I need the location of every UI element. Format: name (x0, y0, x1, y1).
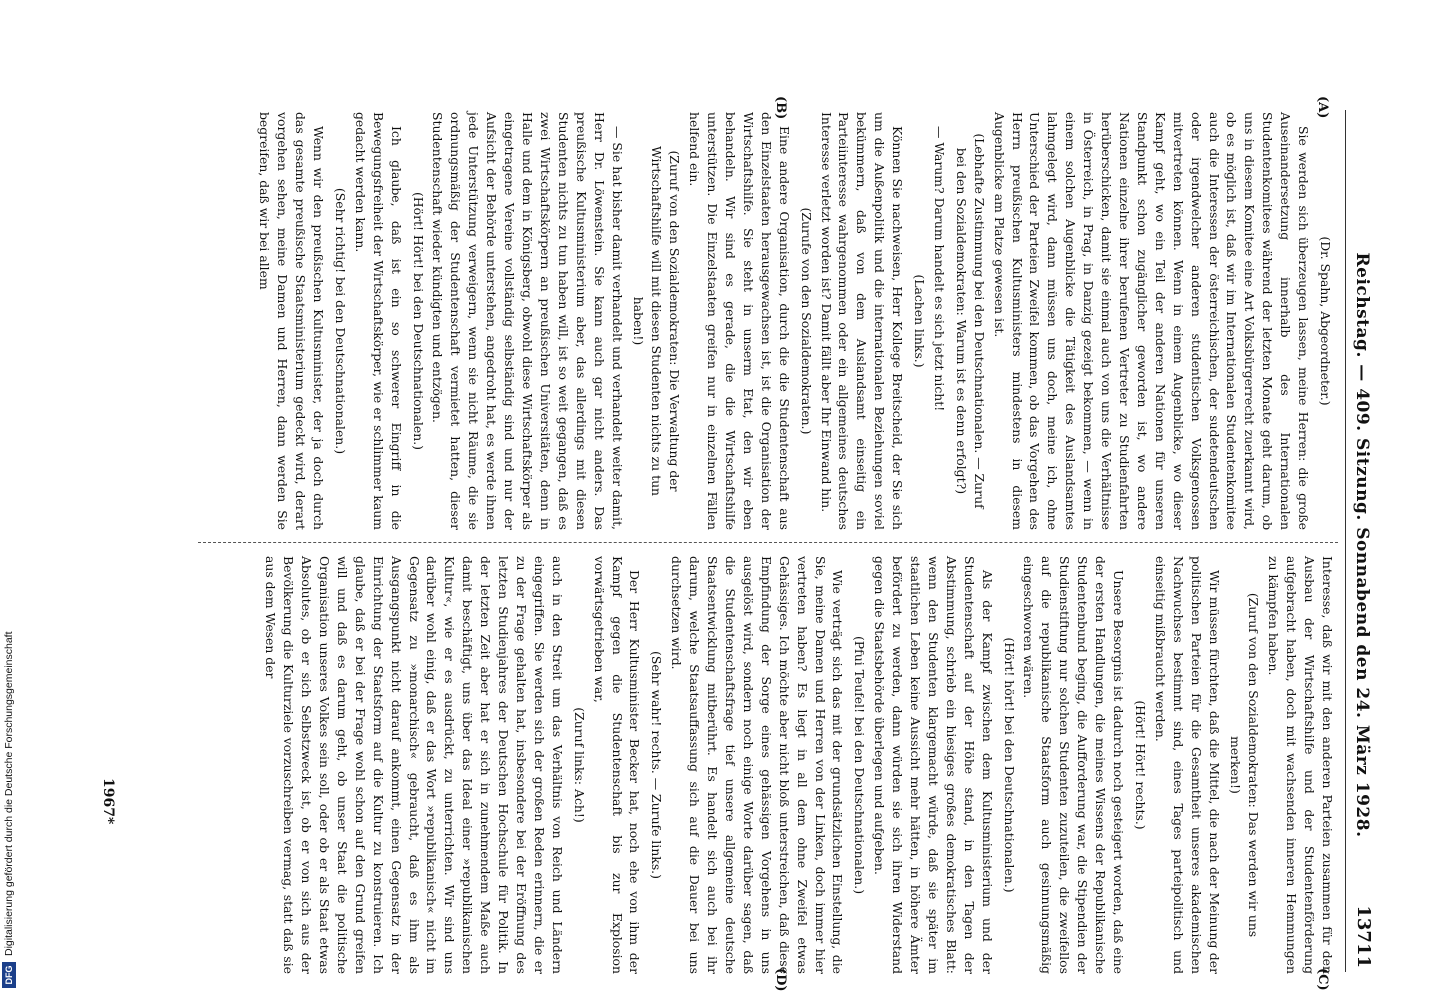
interjection: (Lachen links.) (912, 274, 928, 368)
paragraph: Interesse, daß wir mit den anderen Parteien zusammen für den Ausbau der Wirtschaftshilfe und der Studentenförderung aufgebracht haben, doch mit wachsenden inneren Hemmungen zu kämpfen haben. (1266, 556, 1335, 974)
column-divider (198, 542, 1338, 544)
interjection: (Dr. Spahn, Abgeordneter.) (1318, 236, 1333, 406)
left-column (253, 112, 1336, 530)
header-title: Reichstag. — 409. Sitzung. Sonnabend den 24. März 1928. (1352, 252, 1372, 838)
interjection: (Zuruf von den Sozialdemokraten: Das werden wir uns merken!) (1228, 592, 1262, 938)
paragraph: Können Sie nachweisen, Herr Kollege Breitscheid, der Sie sich um die Außenpolitik und die internationalen Beziehungen soviel bekümmern, daß von dem Auslandsamt einseitig ein Parteiinteresse wahrgenommen oder ein allgemeines deutsches Interesse verletzt worden ist? Damit fällt aber Ihr Einwand hin. (818, 112, 906, 530)
interjection: (Sehr richtig! bei den Deutschnationalen.) (332, 187, 348, 455)
dfg-logo: DFG (2, 962, 16, 988)
paragraph: Ich glaube, daß ist ein so schwerer Eingriff in die Bewegungsfreiheit der Wirtschaftskörper, wie er schlimmer kaum gedacht werden kann. (352, 112, 404, 530)
paragraph: auch in den Streit um das Verhältnis von Reich und Ländern eingegriffen. Sie werden sich der großen Reden erinnern, die er zu der Frage gehalten hat, insbesondere bei der Eröffnung des letzten Studienjahres der Deutschen Hochschule für Politik. In der letzten Zeit aber hat er sich in zunehmendem Maße auch damit beschäftigt, uns über das Ideal einer »republikanischen Kultur«, wie er es ausdrückt, zu unterrichten. Wir sind uns darüber wohl einig, daß er das Wort »republikanisch« nicht im Gegensatz zu »monarchisch« gebraucht, daß es ihm als Ausgangspunkt nicht darauf ankommt, einen Gegensatz in der Einrichtung der Staatsform auf die Kultur zu konstruieren. Ich glaube, daß er bei der Frage wohl schon auf den Grund greifen will und daß es darum geht, ob unser Staat die politische Organisation unseres Volkes sein soll, oder ob er als Staat etwas Absolutes, ob er sich Selbstzweck ist, ob er von sich aus der Bevölkerung die Kulturziele vorzuschreiben vermag, statt daß sie aus dem Wesen der (263, 556, 565, 974)
paragraph: — Sie hat bisher damit verhandelt und verhandelt weiter damit, Herr Dr. Löwenstein. Sie kann auch gar nicht anders. Das preußische Kultusministerium aber, das allerdings mit diesen Studenten nichts zu tun haben will, ist so weit gegangen, daß es zwei Wirtschaftskörpern an preußischen Universitäten, denn in Halle und dem in Königsberg, obwohl diese Wirtschaftskörper als eingetragene Vereine vollständig selbständig sind und nur der Aufsicht der Behörde unterstehen, angedroht hat, es werde ihnen jede Unterstützung verweigern, wenn sie nicht Räume, die sie ordnungsmäßig der Studentenschaft vermietet hatten, dieser Studentenschaft wieder kündigten und entzögen. (430, 112, 625, 530)
interjection: (Hört! Hört! rechts.) (1132, 700, 1148, 830)
side-credit (0, 0, 20, 1000)
header-rule (1345, 110, 1346, 972)
paragraph: — Warum? Darum handelt es sich jetzt nicht! (931, 126, 947, 412)
interjection: (Zuruf links: Ach!) (571, 707, 587, 823)
margin-mark-b: (B) (773, 96, 788, 120)
paragraph: Unsere Besorgnis ist dadurch noch gesteigert worden, daß eine der ersten Handlungen, die meines Wissens der Republikanische Studentenbund beging, die Aufforderung war, die Stipendien der Studienstiftung nur solchen Studenten zuzuteilen, die zweifellos auf die republikanische Staatsform auch gesinnungsmäßig eingeschworen wären. (1021, 556, 1127, 974)
interjection: (Lebhafte Zustimmung bei den Deutschnationalen. — Zuruf bei den Sozialdemokraten: Warum ist es denn erfolgt?) (953, 133, 987, 509)
page-header (1346, 110, 1376, 980)
paragraph: Als der Kampf zwischen dem Kultusministerium und der Studentenschaft auf der Höhe stand, in den Tagen der Abstimmung, schrieb ein hiesiges großes demokratisches Blatt: wenn den Studenten klargemacht würde, daß sie später im staatlichen Leben keine Aussicht mehr hätten, in höhere Ämter befördert zu werden, dann würden sie sich ihren Widerstand gegen die Staatsbehörde überlegen und aufgeben. (872, 556, 995, 974)
interjection: (Sehr wahr! rechts. — Zurufe links.) (649, 651, 665, 879)
right-column (259, 556, 1336, 974)
footer-number: 1967* (100, 778, 116, 825)
interjection: (Zuruf von den Sozialdemokraten: Die Verwaltung der Wirtschaftshilfe will mit diesen Studenten nichts zu tun haben!) (631, 145, 683, 497)
paragraph: Wir müssen fürchten, daß die Mittel, die nach der Meinung der politischen Parteien für die Gesamtheit unseres akademischen Nachwuchses bestimmt sind, eines Tages parteipolitisch und einseitig mißbraucht werden. (1152, 556, 1222, 974)
interjection: (Zurufe von den Sozialdemokraten.) (798, 207, 814, 435)
margin-mark-c: (C) (1315, 968, 1330, 991)
paragraph: Sie werden sich überzeugen lassen, meine Herren: die große Auseinandersetzung innerhalb des Internationalen Studentenkomitees während der letzten Monate geht darum, ob uns in diesem Komitee eine Art Volksbürgerrecht zuerkannt wird, ob es möglich ist, daß wir im Internationalen Studentenkomitee auch die Interessen der österreichischen, der sudetendeutschen oder irgendwelcher anderen studentischen Volksgenossen mitvertreten können. Wenn in einem Augenblicke, wo dieser Kampf geht, wo ein Teil der anderen Nationen für unseren Standpunkt schon zugänglicher geworden ist, wo andere Nationen einzelne ihrer berufenen Vertreter zu Studienfahrten herüberschicken, damit sie einmal auch von uns die Verhältnisse in Österreich, in Prag, in Danzig gezeigt bekommen, — wenn in einem solchen Augenblicke die Tätigkeit des Auslandsamtes lahmgelegt wird, dann müssen uns doch, meine ich, ohne Unterschied der Parteien Zweifel kommen, ob das Vorgehen des Herrn preußischen Kultusministers mindestens in diesem Augenblicke am Platze gewesen ist. (991, 112, 1312, 530)
interjection: (Hört! Hört! bei den Deutschnationalen.) (410, 191, 426, 451)
side-credit-text: Digitalisierung gefördert durch die Deutsche Forschungsgemeinschaft (3, 631, 15, 956)
interjection: (Hört! hört! bei den Deutschnationalen.) (1001, 637, 1017, 893)
paragraph: Wie verträgt sich das mit der grundsätzlichen Einstellung, die Sie, meine Damen und Herren von der Linken, doch immer hier vertreten haben? Es liegt in all dem ohne Zweifel etwas Gehässiges. Ich möchte aber nicht bloß unterstreichen, daß diese Empfindung der Sorge eines gehässigen Vorgehens in uns ausgelöst wird, sondern noch einige Worte darüber sagen, daß die Studentenschaftsfrage tief unsere allgemeine deutsche Staatsentwicklung mitberührt. Es handelt sich auch bei ihr darum, welche Staatsauffassung sich auf die Dauer bei uns durchsetzen wird. (669, 556, 846, 974)
paragraph: Wenn wir den preußischen Kultusminister, der ja doch durch das gesamte preußische Staatsministerium gedeckt wird, derart vorgehen sehen, meine Damen und Herren, dann werden Sie begreifen, daß wir bei allem (257, 112, 327, 530)
paragraph: Der Herr Kultusminister Becker hat, noch ehe von ihm der Kampf gegen die Studentenschaft bis zur Explosion vorwärtsgetrieben war, (591, 556, 643, 974)
margin-mark-d: (D) (773, 968, 788, 992)
paragraph: Eine andere Organisation, durch die die Studentenschaft aus den Einzelstaaten herausgewachsen ist, ist die Organisation der Wirtschaftshilfe. Sie steht in unserm Etat, den wir eben behandeln. Wir sind es gerade, die die Wirtschaftshilfe unterstützen. Die Einzelstaaten greifen nur in einzelnen Fällen helfend ein. (687, 112, 792, 530)
page-number: 13711 (1353, 905, 1374, 968)
margin-mark-a: (A) (1315, 96, 1330, 119)
interjection: (Pfui Teufel! bei den Deutschnationalen.) (852, 635, 868, 895)
